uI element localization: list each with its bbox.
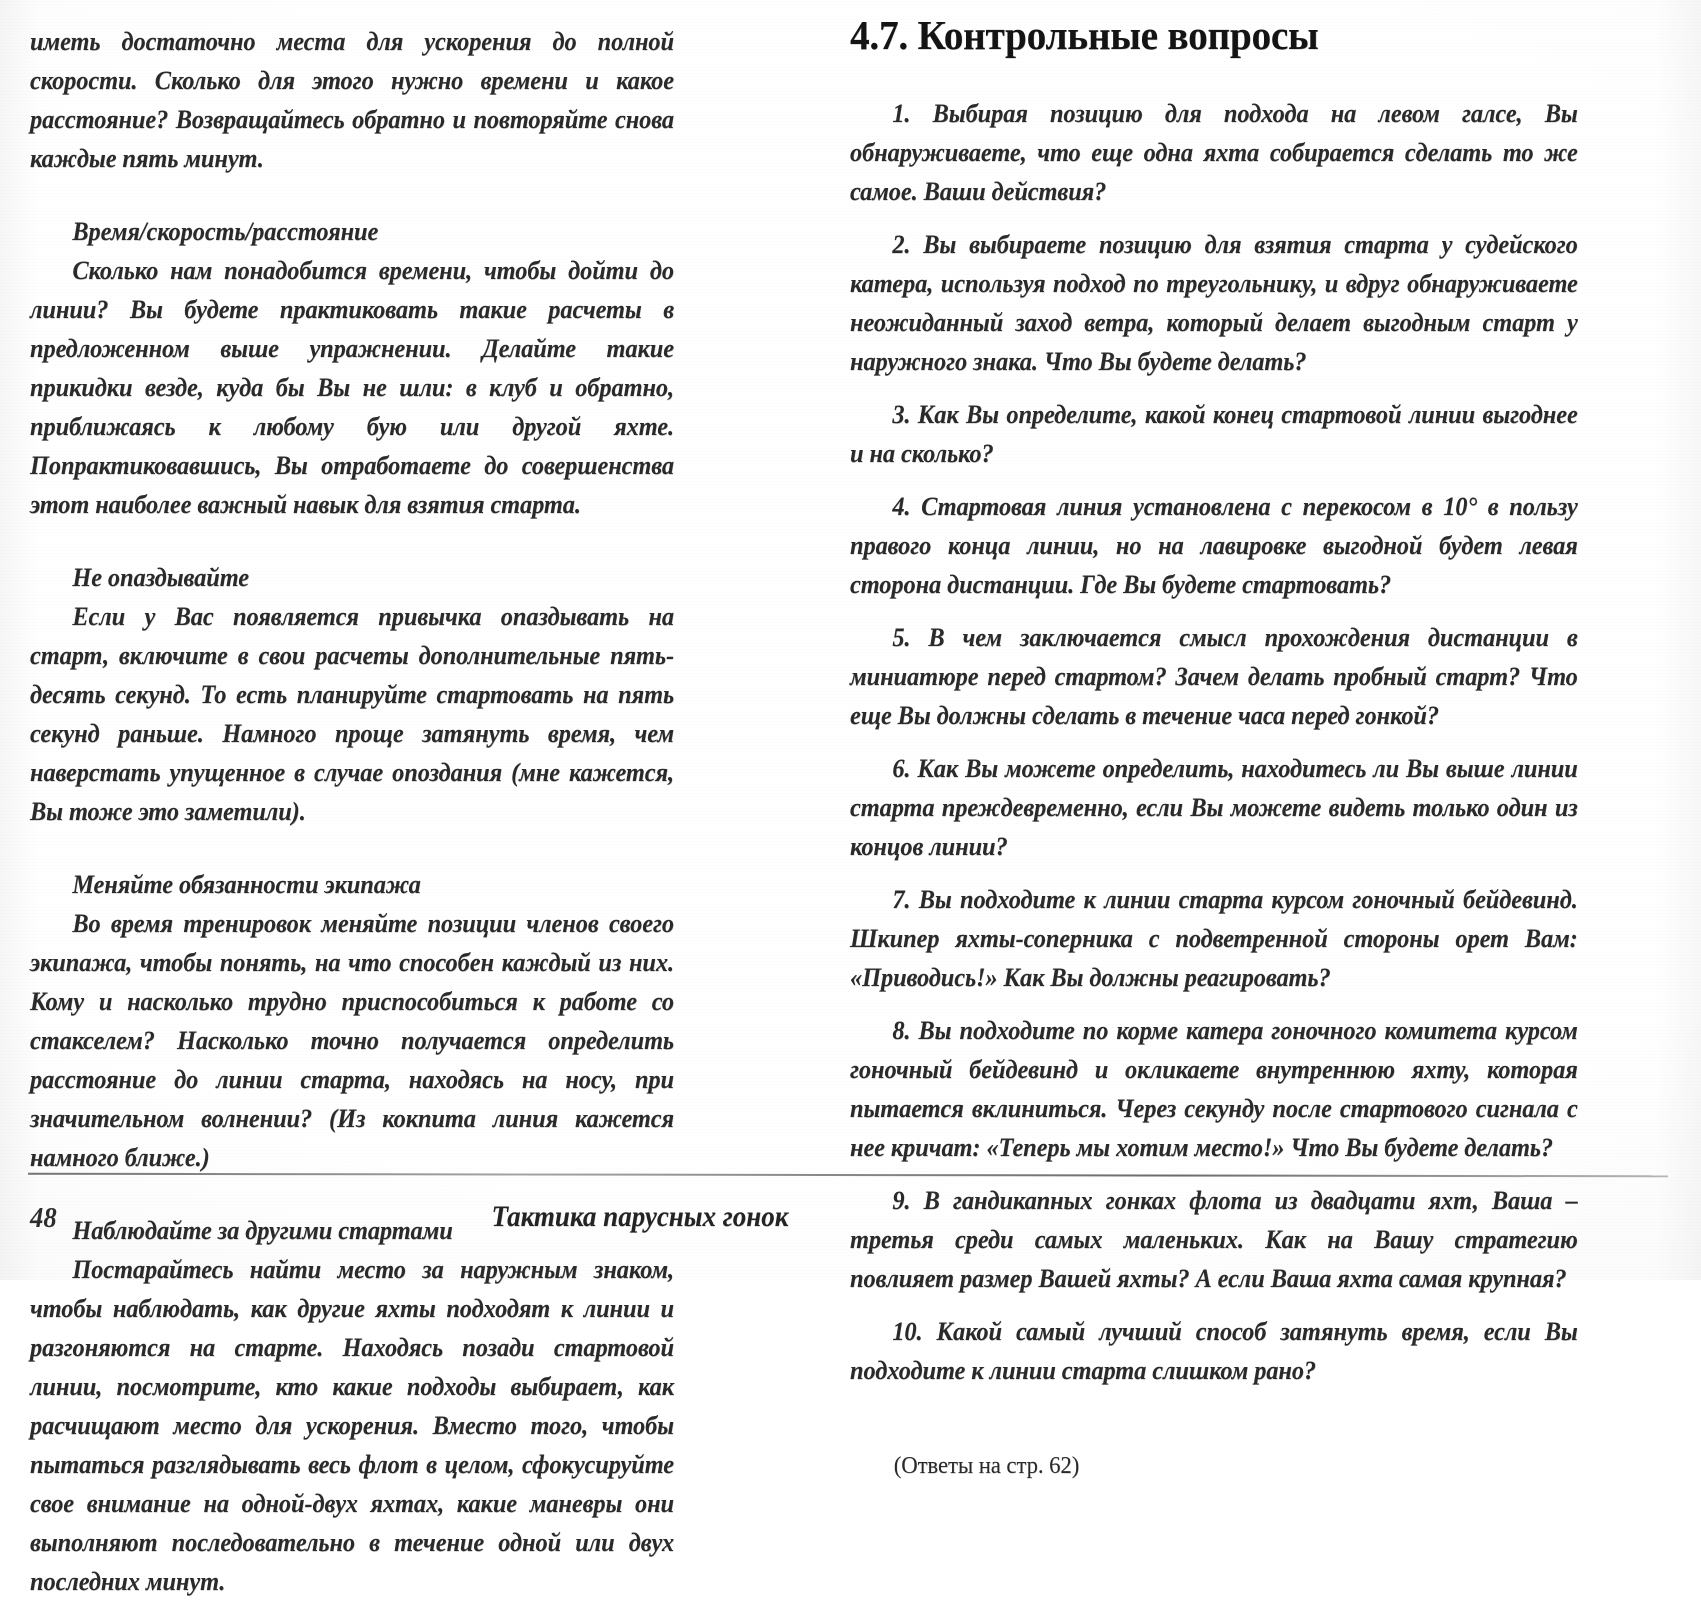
section-subhead-2: Не опаздывайте	[72, 562, 250, 592]
spacer	[30, 178, 730, 212]
continued-paragraph: иметь достаточно места для ускорения до полной скорости. Сколько для этого нужно времени и какое расстояние? Возвращайтесь обратно и повторяйте снова каждые пять минут.	[30, 26, 674, 173]
question-item: 1. Выбирая позицию для подхода на левом галсе, Вы обнаруживаете, что еще одна яхта собирается сделать то же самое. Ваши действия?	[850, 98, 1578, 206]
question-item: 5. В чем заключается смысл прохождения дистанции в миниатюре перед стартом? Зачем делать пробный старт? Что еще Вы должны сделать в течение часа перед гонкой?	[850, 622, 1578, 730]
question-item: 9. В гандикапных гонках флота из двадцати яхт, Ваша – третья среди самых маленьких. Как на Вашу стратегию повлияет размер Вашей яхты? А если Ваша яхта самая крупная?	[850, 1185, 1578, 1293]
answers-reference-note: (Ответы на стр. 62)	[893, 1453, 1080, 1479]
section-paragraph-3: Во время тренировок меняйте позиции членов своего экипажа, чтобы понять, на что способен каждый из них. Кому и насколько трудно приспособиться к работе со стакселем? Насколько точно получается определить расстояние до линии старта, находясь на носу, при значительном волнении? (Из кокпита линия кажется намного ближе.)	[30, 908, 674, 1172]
question-item: 2. Вы выбираете позицию для взятия старта у судейского катера, используя подход по треугольнику, и вдруг обнаруживаете неожиданный заход ветра, который делает выгодным старт у наружного знака. Что Вы будете делать?	[850, 229, 1578, 376]
spacer	[850, 866, 1641, 880]
spacer	[850, 604, 1641, 618]
spacer	[850, 997, 1641, 1011]
page-number: 48	[30, 1202, 57, 1234]
right-text-column	[850, 0, 1701, 1479]
question-item: 3. Как Вы определите, какой конец стартовой линии выгоднее и на сколько?	[850, 399, 1578, 468]
footer-divider	[28, 1173, 1668, 1178]
section-subhead-1: Время/скорость/расстояние	[72, 216, 379, 246]
question-item: 10. Какой самый лучший способ затянуть время, если Вы подходите к линии старта слишком рано?	[850, 1316, 1578, 1385]
section-paragraph-4: Постарайтесь найти место за наружным знаком, чтобы наблюдать, как другие яхты подходят к линии и разгоняются на старте. Находясь позади стартовой линии, посмотрите, кто какие подходы выбирает, как расчищают место для ускорения. Вместо того, чтобы пытаться разглядывать весь флот в целом, сфокусируйте свое внимание на одной-двух яхтах, какие маневры они выполняют последовательно в течение одной или двух последних минут.	[30, 1254, 674, 1596]
page-footer	[0, 1160, 1701, 1280]
section-subhead-4: Наблюдайте за другими стартами	[72, 1215, 453, 1245]
spacer	[850, 211, 1641, 225]
spacer	[850, 60, 1641, 94]
section-paragraph-2: Если у Вас появляется привычка опаздывать на старт, включите в свои расчеты дополнительные пять-десять секунд. То есть планируйте стартовать на пять секунд раньше. Намного проще затянуть время, чем наверстать упущенное в случае опоздания (мне кажется, Вы тоже это заметили).	[30, 601, 674, 826]
spacer	[850, 381, 1641, 395]
section-paragraph-1: Сколько нам понадобится времени, чтобы дойти до линии? Вы будете практиковать такие расчеты в предложенном выше упражнении. Делайте такие прикидки везде, куда бы Вы не шли: в клуб и обратно, приближаясь к любому бую или другой яхте. Попрактиковавшись, Вы отработаете до совершенства этот наиболее важный навык для взятия старта.	[30, 255, 674, 519]
question-item: 8. Вы подходите по корме катера гоночного комитета курсом гоночный бейдевинд и окликаете внутреннюю яхту, которая пытается вклиниться. Через секунду после стартового сигнала с нее кричат: «Теперь мы хотим место!» Что Вы будете делать?	[850, 1015, 1578, 1162]
section-subhead-3: Меняйте обязанности экипажа	[72, 869, 421, 899]
spacer	[850, 1390, 1641, 1424]
question-item: 6. Как Вы можете определить, находитесь ли Вы выше линии старта преждевременно, если Вы можете видеть только один из концов линии?	[850, 753, 1578, 861]
spacer	[30, 524, 730, 558]
running-title: Тактика парусных гонок	[491, 1200, 789, 1233]
spacer	[850, 735, 1641, 749]
spacer	[850, 1298, 1641, 1312]
question-item: 4. Стартовая линия установлена с перекосом в 10° в пользу правого конца линии, но на лавировке выгодной будет левая сторона дистанции. Где Вы будете стартовать?	[850, 491, 1578, 599]
question-item: 7. Вы подходите к линии старта курсом гоночный бейдевинд. Шкипер яхты-соперника с подветренной стороны орет Вам: «Приводись!» Как Вы должны реагировать?	[850, 884, 1578, 992]
spacer	[30, 831, 730, 865]
page-title: 4.7. Контрольные вопросы	[850, 12, 1319, 58]
spacer	[850, 473, 1641, 487]
column-gutter	[760, 0, 850, 1160]
